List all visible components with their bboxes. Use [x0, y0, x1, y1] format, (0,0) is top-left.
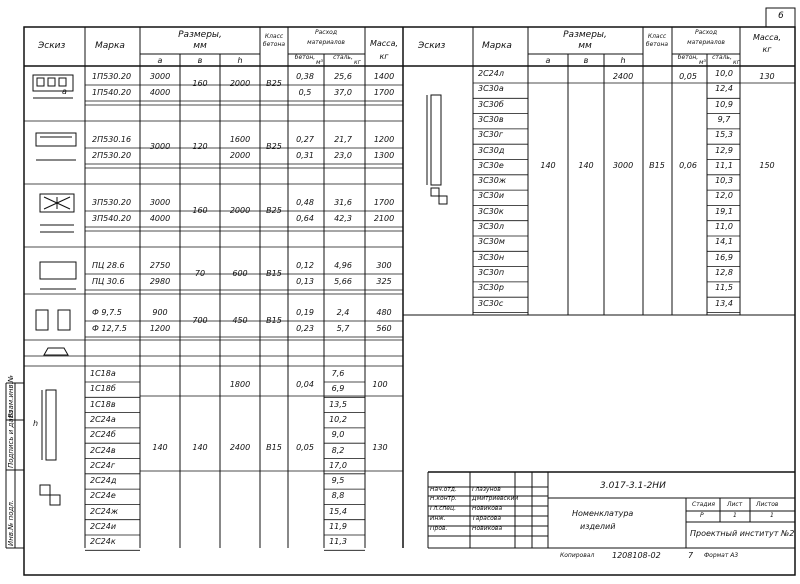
- row-concrete: 0,23: [296, 324, 314, 333]
- signer-role: Пров.: [430, 525, 448, 532]
- row-mass: 1700: [373, 88, 395, 97]
- right-row-mark: 3С30г: [478, 130, 504, 140]
- row-steel: 31,6: [334, 198, 352, 207]
- right-col-header-b: в: [583, 56, 589, 65]
- lower-row-mark: 2С24б: [90, 430, 116, 440]
- lower-mass2: 130: [372, 443, 388, 452]
- right-col-header-a: a: [545, 56, 551, 65]
- row-steel: 5,7: [336, 324, 350, 333]
- group2-class: В25: [266, 142, 282, 151]
- row-mark: 2П530.16: [92, 135, 132, 144]
- row-mark: 1П540.20: [92, 88, 132, 97]
- row-concrete: 0,13: [296, 277, 314, 286]
- doc-title-1: Номенклатура: [572, 509, 634, 518]
- row-steel: 5,66: [334, 277, 352, 286]
- right-col-header-sizes: Размеры,: [563, 30, 607, 40]
- col-header-class2: бетона: [262, 41, 286, 48]
- lower-row-steel: 7,6: [331, 369, 345, 378]
- group3-class: В25: [266, 206, 282, 215]
- col-header-mass: Масса,: [369, 39, 399, 48]
- row-steel: 21,7: [334, 135, 352, 144]
- right-row-steel: 19,1: [715, 206, 733, 216]
- signer-name: Новикова: [472, 505, 503, 512]
- lower-row-steel: 9,0: [331, 430, 345, 440]
- lower-row-steel: 17,0: [329, 460, 347, 470]
- row-steel: 37,0: [334, 88, 352, 97]
- right-mass-first: 130: [759, 72, 775, 81]
- right-row-steel: 11,5: [715, 283, 733, 293]
- right-row-mark: 3С30и: [478, 191, 505, 201]
- right-col-header-sketch: Эскиз: [418, 41, 446, 51]
- right-h-first: 2400: [612, 72, 634, 81]
- row-a: 3000: [149, 72, 171, 81]
- row-concrete: 0,31: [296, 151, 314, 160]
- row-steel: 2,4: [336, 308, 350, 317]
- right-conc: 0,06: [679, 161, 697, 170]
- lower-row-mark: 2С24г: [90, 460, 116, 470]
- right-row-steel: 11,1: [715, 160, 733, 170]
- col-header-mm: мм: [193, 41, 207, 51]
- order-number: 1208108-02: [612, 551, 661, 560]
- right-col-header-mass-unit: кг: [762, 45, 772, 54]
- row-mass: 1400: [373, 72, 395, 81]
- row-a: 2750: [149, 261, 171, 270]
- col-header-h: h: [237, 56, 243, 65]
- row-mark: Ф 9,7.5: [92, 308, 122, 317]
- right-class: В15: [649, 161, 665, 170]
- right-col-header-class: Класс: [647, 33, 667, 40]
- row-h: 1600: [229, 135, 251, 144]
- right-row-mark: 3С30н: [478, 252, 505, 262]
- lower-h1: 1800: [229, 380, 251, 389]
- lower-row-steel: 8,8: [331, 491, 345, 501]
- signer-role: Н.контр.: [430, 495, 457, 502]
- lower-row-steel: 15,4: [329, 506, 347, 516]
- lower-row-steel: 8,2: [331, 445, 345, 455]
- lower-row-mark: 1С18а: [90, 369, 116, 378]
- lower-conc1: 0,04: [296, 380, 314, 389]
- stage-label: Стадия: [692, 501, 716, 508]
- row-mark: 3П540.20: [92, 214, 132, 223]
- footer-number: 7: [688, 551, 694, 560]
- side-inv: Инв.№ подл.: [7, 499, 15, 546]
- group5-h: 450: [232, 316, 248, 325]
- right-col-header-steel-unit: кг: [733, 59, 740, 66]
- lower-row-mark: 1С18б: [90, 384, 116, 394]
- row-concrete: 0,12: [296, 261, 314, 270]
- lower-row-steel: 13,5: [329, 399, 347, 409]
- lower-row-mark: 2С24е: [90, 491, 116, 501]
- sheet-value: 1: [733, 512, 737, 519]
- sketch-label-a: a: [62, 87, 67, 96]
- row-concrete: 0,19: [296, 308, 314, 317]
- right-row-mark: 3С30л: [478, 222, 504, 231]
- col-header-steel: сталь,: [333, 54, 353, 61]
- right-h: 3000: [612, 161, 634, 170]
- right-col-header-consumption2: материалов: [687, 39, 725, 46]
- col-header-concrete: бетон,: [294, 54, 316, 61]
- group5-class: В15: [266, 316, 282, 325]
- right-a: 140: [540, 161, 556, 170]
- lower-row-steel: 10,2: [329, 414, 347, 424]
- right-row-steel: 16,9: [715, 252, 733, 262]
- signer-name: Тарасова: [472, 515, 502, 522]
- col-header-mass-unit: кг: [379, 52, 389, 61]
- right-col-header-concrete-unit: м³: [699, 59, 706, 66]
- right-row-mark: 2С24л: [478, 69, 504, 78]
- row-mark: 3П530.20: [92, 198, 132, 207]
- right-col-header-class2: бетона: [645, 41, 669, 48]
- lower-row-mark: 2С24д: [90, 476, 117, 486]
- row-mark: 2П530.20: [92, 151, 132, 160]
- row-mass: 560: [376, 324, 392, 333]
- row-mass: 1300: [373, 151, 395, 160]
- sheet-number: 6: [778, 11, 784, 21]
- right-row-mark: 3С30к: [478, 206, 504, 216]
- row-steel: 42,3: [334, 214, 352, 223]
- col-header-sizes: Размеры,: [178, 30, 222, 40]
- right-col-header-mass: Масса,: [752, 33, 782, 42]
- row-a: 4000: [149, 88, 171, 97]
- row-mass: 2100: [373, 214, 395, 223]
- row-mark: Ф 12,7.5: [92, 324, 127, 333]
- right-row-steel: 10,3: [715, 176, 733, 186]
- right-row-steel: 12,0: [715, 191, 733, 201]
- col-header-concrete-unit: м³: [316, 59, 323, 66]
- sketch-3p5: [40, 194, 74, 232]
- right-col-header-steel: сталь,: [712, 54, 732, 61]
- row-steel: 4,96: [334, 261, 352, 270]
- right-b: 140: [578, 161, 594, 170]
- col-header-a: a: [157, 56, 163, 65]
- right-row-steel: 10,9: [715, 99, 733, 109]
- right-row-mark: 3С30б: [478, 99, 504, 109]
- group2-b: 120: [192, 142, 208, 151]
- row-a: 2980: [149, 277, 171, 286]
- row-mark: 1П530.20: [92, 72, 132, 81]
- stage-value: Р: [700, 512, 704, 519]
- row-concrete: 0,27: [296, 135, 314, 144]
- right-row-steel: 10,0: [715, 69, 733, 78]
- row-a: 900: [152, 308, 168, 317]
- col-header-class: Класс: [264, 33, 284, 40]
- row-a: 4000: [149, 214, 171, 223]
- right-row-steel: 14,1: [715, 237, 733, 247]
- signer-role: Инж.: [430, 515, 446, 522]
- organization: Проектный институт №2: [690, 529, 795, 538]
- right-col-header-concrete: бетон,: [677, 54, 699, 61]
- right-row-steel: 12,9: [715, 145, 733, 155]
- row-mass: 325: [376, 277, 392, 286]
- row-mark: ПЦ 28.6: [92, 261, 125, 270]
- right-row-mark: 3С30в: [478, 114, 504, 124]
- lower-row-mark: 1С18в: [90, 399, 116, 409]
- right-row-mark: 3С30а: [478, 84, 504, 94]
- signer-name: Глазунов: [472, 486, 501, 493]
- row-a: 1200: [149, 324, 171, 333]
- row-mass: 1200: [373, 135, 395, 144]
- right-row-mark: 3С30с: [478, 298, 504, 308]
- signer-name: Новикова: [472, 525, 503, 532]
- row-a: 3000: [149, 198, 171, 207]
- right-col-header-consumption: Расход: [695, 29, 717, 36]
- sheets-value: 1: [770, 512, 774, 519]
- lower-row-steel: 11,3: [329, 537, 347, 547]
- lower-h2: 2400: [229, 443, 251, 452]
- row-steel: 25,6: [334, 72, 352, 81]
- side-replace: Взам.инв.№: [7, 374, 15, 418]
- sketch-s-right: [427, 95, 447, 204]
- sketch-label-h: h: [33, 419, 39, 428]
- row-steel: 23,0: [334, 151, 352, 160]
- row-mark: ПЦ 30.6: [92, 277, 125, 286]
- col-header-sketch: Эскиз: [38, 41, 66, 51]
- right-row-steel: 15,3: [715, 130, 733, 140]
- group4-h: 600: [232, 269, 248, 278]
- right-col-header-mark: Марка: [482, 41, 512, 51]
- right-row-mark: 3С30ж: [478, 176, 507, 186]
- lower-a: 140: [152, 443, 168, 452]
- sheet-label: Лист: [727, 501, 743, 508]
- right-row-mark: 3С30м: [478, 237, 505, 247]
- sketch-f: [36, 310, 70, 355]
- side-sign: Подпись и дата: [7, 410, 15, 468]
- row-concrete: 0,48: [296, 198, 314, 207]
- format-label: Формат А3: [704, 552, 739, 559]
- signer-role: Нач.отд.: [430, 486, 457, 493]
- row-mass: 300: [376, 261, 392, 270]
- sheets-label: Листов: [756, 501, 779, 508]
- row-concrete: 0,5: [298, 88, 312, 97]
- group5-b: 700: [192, 316, 208, 325]
- col-header-consumption: Расход: [315, 29, 337, 36]
- lower-class: В15: [266, 443, 282, 452]
- right-col-header-mm: мм: [578, 41, 592, 51]
- lower-row-steel: 9,5: [331, 476, 345, 486]
- row-h: 2000: [229, 151, 251, 160]
- right-row-steel: 11,0: [715, 222, 733, 231]
- group2-a: 3000: [149, 142, 171, 151]
- copied-label: Копировал: [560, 552, 595, 559]
- group3-h: 2000: [229, 206, 251, 215]
- group1-h: 2000: [229, 79, 251, 88]
- group4-class: В15: [266, 269, 282, 278]
- right-row-mark: 3С30е: [478, 160, 504, 170]
- col-header-mark: Марка: [95, 41, 125, 51]
- right-row-steel: 9,7: [717, 114, 731, 124]
- lower-row-steel: 11,9: [329, 522, 347, 531]
- right-mass: 150: [759, 161, 775, 170]
- signer-role: Гл.спец.: [430, 505, 456, 512]
- group1-class: В25: [266, 79, 282, 88]
- sketch-1p5: [33, 75, 73, 98]
- group3-b: 160: [192, 206, 208, 215]
- lower-row-mark: 2С24в: [90, 445, 116, 455]
- right-col-header-h: h: [620, 56, 626, 65]
- right-conc-first: 0,05: [679, 72, 697, 81]
- sketch-s-lower: [40, 390, 60, 505]
- right-row-mark: 3С30р: [478, 283, 504, 293]
- group1-b: 160: [192, 79, 208, 88]
- right-row-steel: 13,4: [715, 298, 733, 308]
- right-row-mark: 3С30п: [478, 267, 505, 277]
- row-mass: 480: [376, 308, 392, 317]
- lower-b: 140: [192, 443, 208, 452]
- sketch-2p5: [36, 133, 76, 160]
- doc-code: 3.017-3.1-2НИ: [600, 481, 666, 491]
- lower-row-steel: 6,9: [331, 384, 345, 394]
- row-concrete: 0,38: [296, 72, 314, 81]
- signer-name: Дмитриевский: [472, 495, 519, 502]
- row-mass: 1700: [373, 198, 395, 207]
- row-concrete: 0,64: [296, 214, 314, 223]
- right-row-mark: 3С30д: [478, 145, 505, 155]
- sketch-pc: [40, 262, 76, 289]
- col-header-consumption2: материалов: [307, 39, 345, 46]
- doc-title-2: изделий: [580, 522, 616, 531]
- lower-row-mark: 2С24а: [90, 414, 116, 424]
- lower-mass1: 100: [372, 380, 388, 389]
- group4-b: 70: [194, 269, 206, 278]
- lower-row-mark: 2С24и: [90, 522, 117, 531]
- lower-row-mark: 2С24ж: [90, 506, 119, 516]
- lower-conc2: 0,05: [296, 443, 314, 452]
- right-row-steel: 12,4: [715, 84, 733, 94]
- col-header-b: в: [197, 56, 203, 65]
- lower-row-mark: 2С24к: [90, 537, 116, 547]
- col-header-steel-unit: кг: [354, 59, 361, 66]
- right-row-steel: 12,8: [715, 267, 733, 277]
